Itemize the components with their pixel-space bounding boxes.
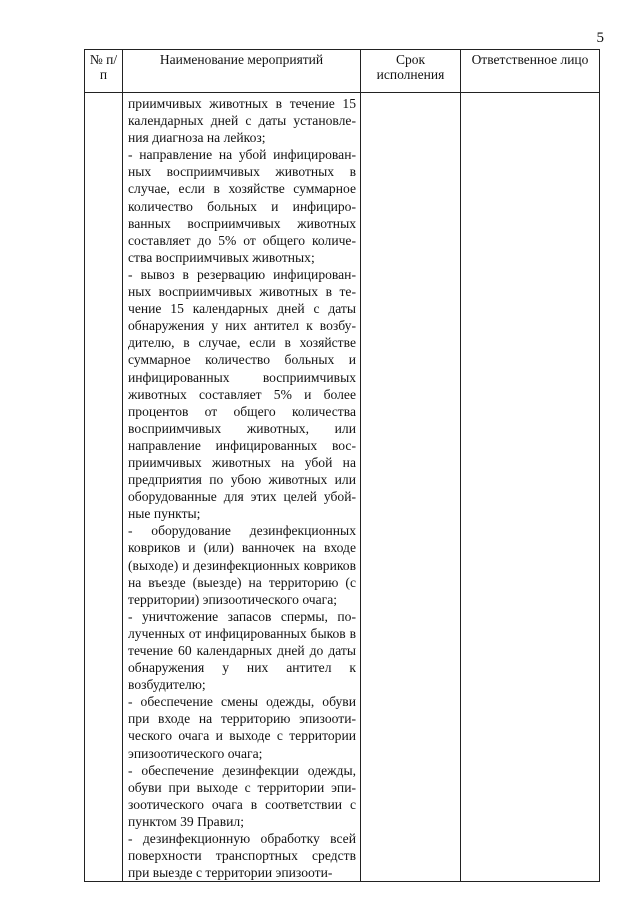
measure-item: приимчивых животных в течение 15 календарных дней с даты установления диагноза на лейкоз; (128, 96, 356, 146)
measure-item: - вывоз в резервацию инфицированных восприимчивых животных в течение 15 календарных дней с даты обнаружения у них антител к возбудителю, в случае, если в хозяйстве суммарное количество больных и инфицированных восприимчивых животных составляет 5% и более процентов от общего количества восприимчивых животных, или направление инфицированных восприимчивых животных на убой на предприятия по убою животных или оборудованные для этих целей убойные пункты; (128, 266, 356, 522)
table-header-row (85, 50, 600, 93)
measure-item: - уничтожение запасов спермы, полученных от инфицированных быков в течение 60 календарных дней до даты обнаружения у них антител к возбудителю; (128, 608, 356, 693)
header-measure-name: Наименование мероприятий (123, 50, 361, 93)
measure-item: - оборудование дезинфекционных ковриков и (или) ванночек на входе (выходе) и дезинфекционных ковриков на въезде (выезде) на территорию (с территории) эпизоотического очага; (128, 523, 356, 607)
table-row (85, 93, 600, 882)
measures-table (84, 49, 600, 882)
measure-item: - дезинфекционную обработку всей поверхности транспортных средств при выезде с территории эпизооти- (128, 831, 356, 881)
page-number: 5 (596, 30, 604, 46)
measure-item: - обеспечение дезинфекции одежды, обуви при выходе с территории эпизоотического очага в соответствии с пунктом 39 Правил; (128, 762, 356, 829)
measure-item: - обеспечение смены одежды, обуви при входе на территорию эпизоотического очага и выходе с территории эпизоотического очага; (128, 694, 356, 761)
header-responsible: Ответственное лицо (461, 50, 600, 93)
number-cell (85, 93, 123, 882)
header-number: № п/п (85, 50, 123, 93)
header-deadline: Срок исполнения (361, 50, 461, 93)
responsible-cell (461, 93, 600, 882)
deadline-cell (361, 93, 461, 882)
measures-cell (123, 93, 361, 882)
measure-item: - направление на убой инфицированных восприимчивых животных в случае, если в хозяйстве суммарное количество больных и инфицированных восприимчивых животных составляет до 5% от общего количества восприимчивых животных; (128, 147, 356, 265)
